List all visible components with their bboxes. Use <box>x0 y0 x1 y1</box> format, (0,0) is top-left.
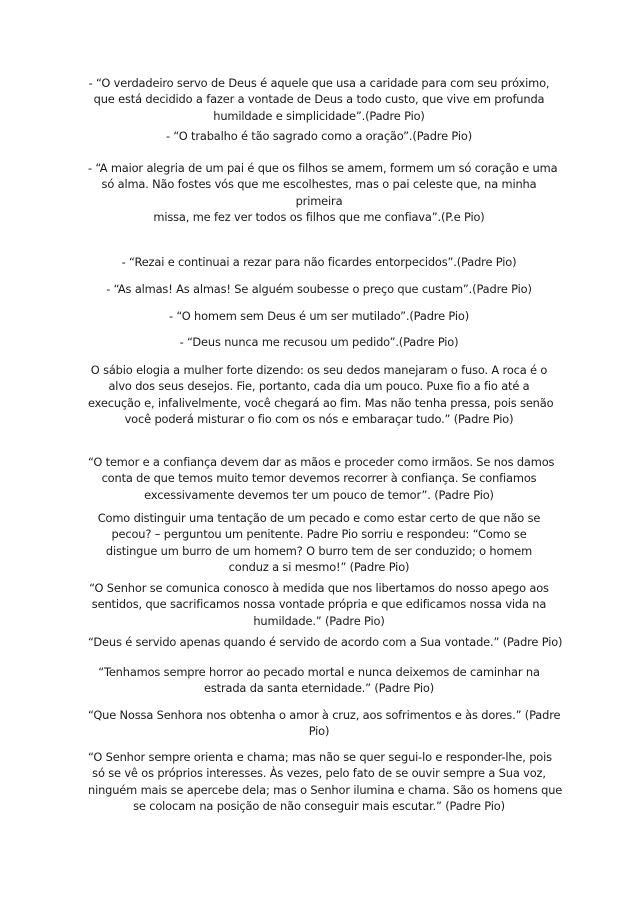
quote-line: - “A maior alegria de um pai é que os filhos se amem, formem um só coração e uma <box>88 161 558 175</box>
quote-line: humildade.” (Padre Pio) <box>253 613 385 628</box>
quote-paragraph <box>88 160 558 226</box>
quote-line: - “As almas! As almas! Se alguém soubesse o preço que custam”.(Padre Pio) <box>106 282 532 296</box>
quote-line: “O Senhor sempre orienta e chama; mas não se quer segui-lo e responder-lhe, pois <box>88 750 552 764</box>
quote-line: distingue um burro de um homem? O burro tem de ser conduzido; o homem <box>105 543 533 558</box>
quote-line: conduz a si mesmo!” (Padre Pio) <box>228 560 410 575</box>
quote-paragraph <box>88 281 550 297</box>
quote-line: - “O trabalho é tão sagrado como a oração”.(Padre Pio) <box>165 129 473 143</box>
quote-line: você poderá misturar o fio com os nós e embaraçar tudo.” (Padre Pio) <box>124 412 514 427</box>
quote-paragraph <box>88 75 550 124</box>
quote-line: primeira <box>295 193 343 208</box>
quote-paragraph <box>88 362 554 428</box>
quote-line: “O Senhor se comunica conosco à medida que nos libertamos do nosso apego aos <box>89 581 549 595</box>
quote-paragraph <box>88 128 550 144</box>
quote-line: - “O verdadeiro servo de Deus é aquele que usa a caridade para com seu próximo, <box>88 76 550 90</box>
quote-line: ninguém mais se apercebe dela; mas o Senhor ilumina e chama. São os homens que <box>88 782 563 797</box>
quote-line: “O temor e a confiança devem dar as mãos e proceder como irmãos. Se nos damos <box>88 455 555 469</box>
quote-paragraph <box>88 707 561 740</box>
quote-line: só alma. Não fostes vós que me escolhestes, mas o pai celeste que, na minha <box>101 177 537 192</box>
quote-line: - “O homem sem Deus é um ser mutilado”.(Padre Pio) <box>168 309 470 323</box>
quote-line: Pio) <box>308 724 330 739</box>
quote-paragraph <box>88 580 550 629</box>
quote-paragraph <box>88 254 550 270</box>
quote-paragraph <box>88 454 555 503</box>
quote-line: se colocam na posição de não conseguir mais escutar.” (Padre Pio) <box>133 799 505 814</box>
quote-paragraph <box>88 749 563 815</box>
quote-line: excessivamente devemos ter um pouco de temor”. (Padre Pio) <box>144 487 494 502</box>
quote-line: alvo dos seus desejos. Fie, portanto, cada dia um pouco. Puxe fio a fio até a <box>108 379 530 394</box>
quote-line: O sábio elogia a mulher forte dizendo: os seu dedos manejaram o fuso. A roca é o <box>90 363 548 377</box>
quote-line: que está decidido a fazer a vontade de Deus a todo custo, que vive em profunda <box>93 92 545 107</box>
quote-line: conta de que temos muito temor devemos recorrer à confiança. Se confiamos <box>101 471 537 486</box>
quote-line: “Que Nossa Senhora nos obtenha o amor à cruz, aos sofrimentos e às dores.” (Padre <box>88 708 561 722</box>
quote-line: execução e, infalivelmente, você chegará ao fim. Mas não tenha pressa, pois senão <box>88 395 554 410</box>
quote-line: pecou? – perguntou um penitente. Padre Pio sorriu e respondeu: “Como se <box>111 527 527 542</box>
quote-line: humildade e simplicidade”.(Padre Pio) <box>213 108 425 123</box>
quote-line: “Tenhamos sempre horror ao pecado mortal e nunca deixemos de caminhar na <box>98 665 540 679</box>
quote-line: - “Deus nunca me recusou um pedido”.(Padre Pio) <box>179 335 459 349</box>
quote-paragraph <box>88 634 563 650</box>
quote-line: - “Rezai e continuai a rezar para não ficardes entorpecidos”.(Padre Pio) <box>121 255 517 269</box>
quote-line: Como distinguir uma tentação de um pecado e como estar certo de que não se <box>97 511 541 525</box>
quote-paragraph <box>88 664 550 697</box>
quote-line: sentidos, que sacrificamos nossa vontade própria e que edificamos nossa vida na <box>91 597 547 612</box>
quote-line: “Deus é servido apenas quando é servido de acordo com a Sua vontade.” (Padre Pio) <box>88 635 563 649</box>
quote-line: só se vê os próprios interesses. Às vezes, pelo fato de se ouvir sempre a Sua voz, <box>92 766 546 781</box>
quote-paragraph <box>88 510 550 576</box>
quote-line: estrada da santa eternidade.” (Padre Pio) <box>204 681 434 696</box>
quote-paragraph <box>88 334 550 350</box>
quote-line: missa, me fez ver todos os filhos que me confiava”.(P.e Pio) <box>153 210 485 225</box>
quote-paragraph <box>88 308 550 324</box>
